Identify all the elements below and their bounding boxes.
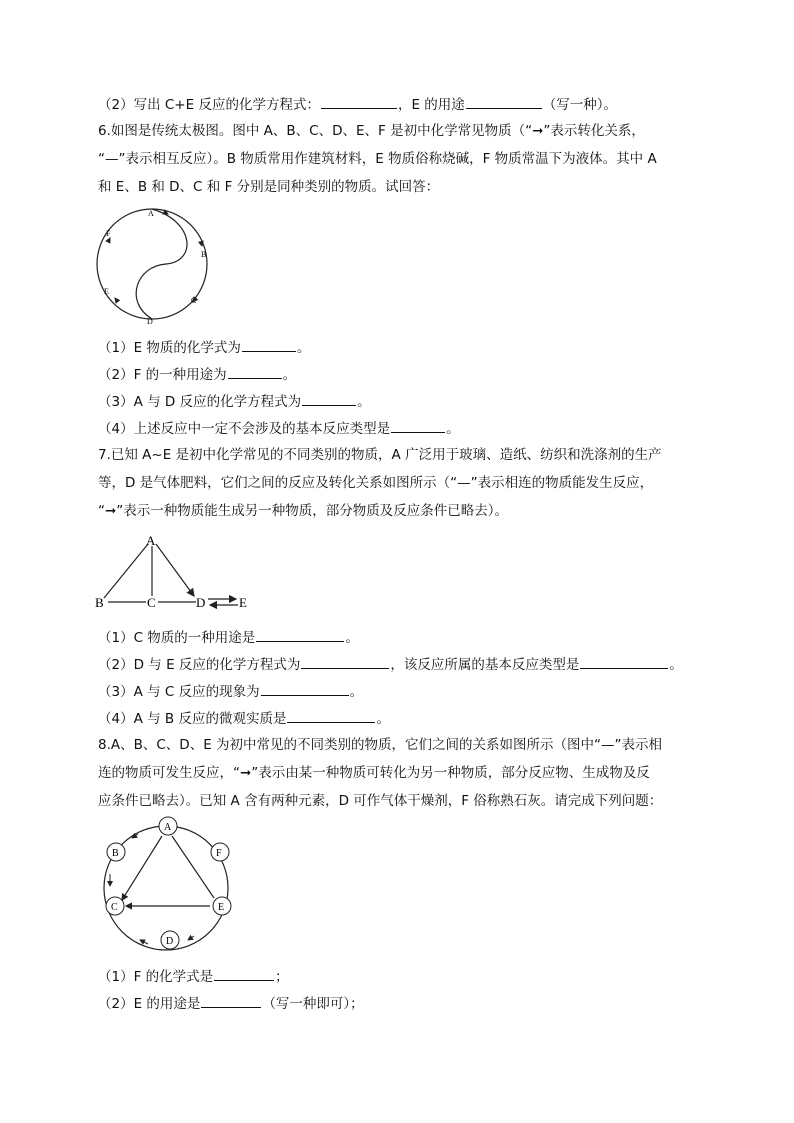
answer-blank[interactable]: [228, 364, 282, 379]
answer-blank[interactable]: [580, 654, 668, 669]
q7-item-3-end: 。: [349, 684, 364, 700]
q8-item-2-text: （2）E 的用途是: [98, 996, 201, 1012]
q6-item-1-end: 。: [296, 340, 311, 356]
svg-text:C: C: [111, 902, 118, 913]
node-c: C: [191, 296, 197, 305]
q7-relation-diagram: [92, 532, 256, 614]
node-a: A: [146, 533, 156, 548]
node-e: [213, 897, 231, 915]
q8-cycle-diagram: [96, 814, 236, 954]
q7-item-2-mid: ，该反应所属的基本反应类型是: [390, 657, 580, 673]
svg-text:B: B: [112, 848, 119, 859]
node-e: E: [239, 595, 247, 610]
q6-item-2: [98, 364, 698, 385]
q7-item-4: [98, 708, 698, 729]
q8-item-1: [98, 966, 698, 987]
node-f: [211, 843, 229, 861]
q7-item-1-end: 。: [345, 630, 359, 646]
arrow-e-d: [188, 936, 194, 940]
answer-blank[interactable]: [466, 94, 542, 109]
answer-blank[interactable]: [201, 993, 261, 1008]
q7-item-3: [98, 681, 698, 702]
q8-item-2: [98, 993, 698, 1014]
q7-stem-line-3: “➞”表示一种物质能生成另一种物质，部分物质及反应条件已略去）。: [98, 503, 509, 519]
q6-item-3: [98, 391, 698, 412]
node-d: D: [147, 317, 153, 326]
svg-text:A: A: [164, 822, 172, 833]
svg-text:E: E: [218, 902, 225, 913]
q6-item-4-text: （4）上述反应中一定不会涉及的基本反应类型是: [98, 421, 391, 437]
q7-item-1: [98, 627, 698, 648]
q6-item-4-end: 。: [446, 421, 460, 437]
q7-item-2: [98, 654, 698, 675]
q7-stem-line-1: 7.已知 A~E 是初中化学常见的不同类别的物质，A 广泛用于玻璃、造纸、纺织和洗涤剂的生产: [98, 447, 662, 463]
node-b: [107, 843, 125, 861]
s-curve: [136, 209, 187, 319]
svg-text:F: F: [216, 848, 222, 859]
q5-item-2: [98, 94, 698, 115]
q6-item-1: [98, 337, 698, 358]
q6-item-1-text: （1）E 物质的化学式为: [98, 340, 241, 356]
q6-item-2-text: （2）F 的一种用途为: [98, 367, 227, 383]
node-c: C: [147, 595, 156, 610]
q8-stem-line-2: 连的物质可发生反应，“➞”表示由某一种物质可转化为另一种物质，部分反应物、生成物及反: [98, 765, 650, 781]
answer-blank[interactable]: [287, 708, 375, 723]
answer-blank[interactable]: [302, 391, 356, 406]
answer-blank[interactable]: [261, 681, 349, 696]
edge-a-b: [104, 544, 148, 598]
q7-item-4-text: （4）A 与 B 反应的微观实质是: [98, 711, 287, 727]
q6-stem-line-2: “—”表示相互反应）。B 物质常用作建筑材料，E 物质俗称烧碱，F 物质常温下为液体。其中 A: [98, 151, 657, 167]
q8-item-1-text: （1）F 的化学式是: [98, 969, 214, 985]
answer-blank[interactable]: [214, 966, 274, 981]
svg-text:D: D: [166, 936, 174, 947]
q6-taiji-diagram: [96, 202, 216, 328]
q8-item-1-end: ；: [275, 969, 289, 985]
arrow-d-c: [140, 940, 148, 944]
node-d: [161, 931, 179, 949]
q7-item-1-text: （1）C 物质的一种用途是: [98, 630, 256, 646]
answer-blank[interactable]: [321, 94, 397, 109]
q6-item-4: [98, 418, 698, 439]
node-a: A: [148, 209, 154, 218]
answer-blank[interactable]: [301, 654, 389, 669]
node-c: [106, 897, 124, 915]
node-b: B: [201, 250, 207, 259]
arrow-a-d: [156, 544, 194, 596]
edge-a-e: [172, 836, 214, 898]
q8-stem-line-1: 8.A、B、C、D、E 为初中常见的不同类别的物质，它们之间的关系如图所示（图中“—”表示相: [98, 737, 663, 753]
q6-item-3-end: 。: [357, 394, 371, 410]
q7-item-3-text: （3）A 与 C 反应的现象为: [98, 684, 260, 700]
q7-item-2-end: 。: [669, 657, 683, 673]
q7-item-4-end: 。: [376, 711, 390, 727]
arrow-b-c: [201, 242, 202, 246]
node-f: F: [106, 229, 111, 238]
q7-stem-line-2: 等，D 是气体肥料，它们之间的反应及转化关系如图所示（“—”表示相连的物质能发生反应，: [98, 475, 654, 491]
arrow-a-c: [122, 836, 162, 900]
q5-item-2-text-a: （2）写出 C+E 反应的化学方程式：: [98, 97, 320, 113]
answer-blank[interactable]: [391, 418, 445, 433]
node-a: [159, 817, 177, 835]
answer-blank[interactable]: [242, 337, 296, 352]
q7-item-2-text: （2）D 与 E 反应的化学方程式为: [98, 657, 301, 673]
arrow-f-a: [108, 238, 110, 242]
q6-item-2-end: 。: [282, 367, 297, 383]
q6-stem-line-1: 6.如图是传统太极图。图中 A、B、C、D、E、F 是初中化学常见物质（“➞”表示转化关系，: [98, 123, 645, 139]
q6-stem-line-3: 和 E、B 和 D、C 和 F 分别是同种类别的物质。试回答：: [98, 179, 440, 195]
q5-item-2-text-b: ，E 的用途: [397, 97, 465, 113]
q8-stem-line-3: 应条件已略去）。已知 A 含有两种元素，D 可作气体干燥剂，F 俗称熟石灰。请完成下列问题：: [98, 793, 663, 809]
arrow-d-e: [115, 298, 118, 302]
q6-item-3-text: （3）A 与 D 反应的化学方程式为: [98, 394, 302, 410]
node-d: D: [196, 595, 206, 610]
q8-item-2-end: （写一种即可）；: [262, 996, 364, 1012]
node-e: E: [104, 287, 109, 296]
q5-item-2-text-c: （写一种）。: [542, 97, 618, 113]
node-b: B: [95, 595, 104, 610]
answer-blank[interactable]: [256, 627, 344, 642]
